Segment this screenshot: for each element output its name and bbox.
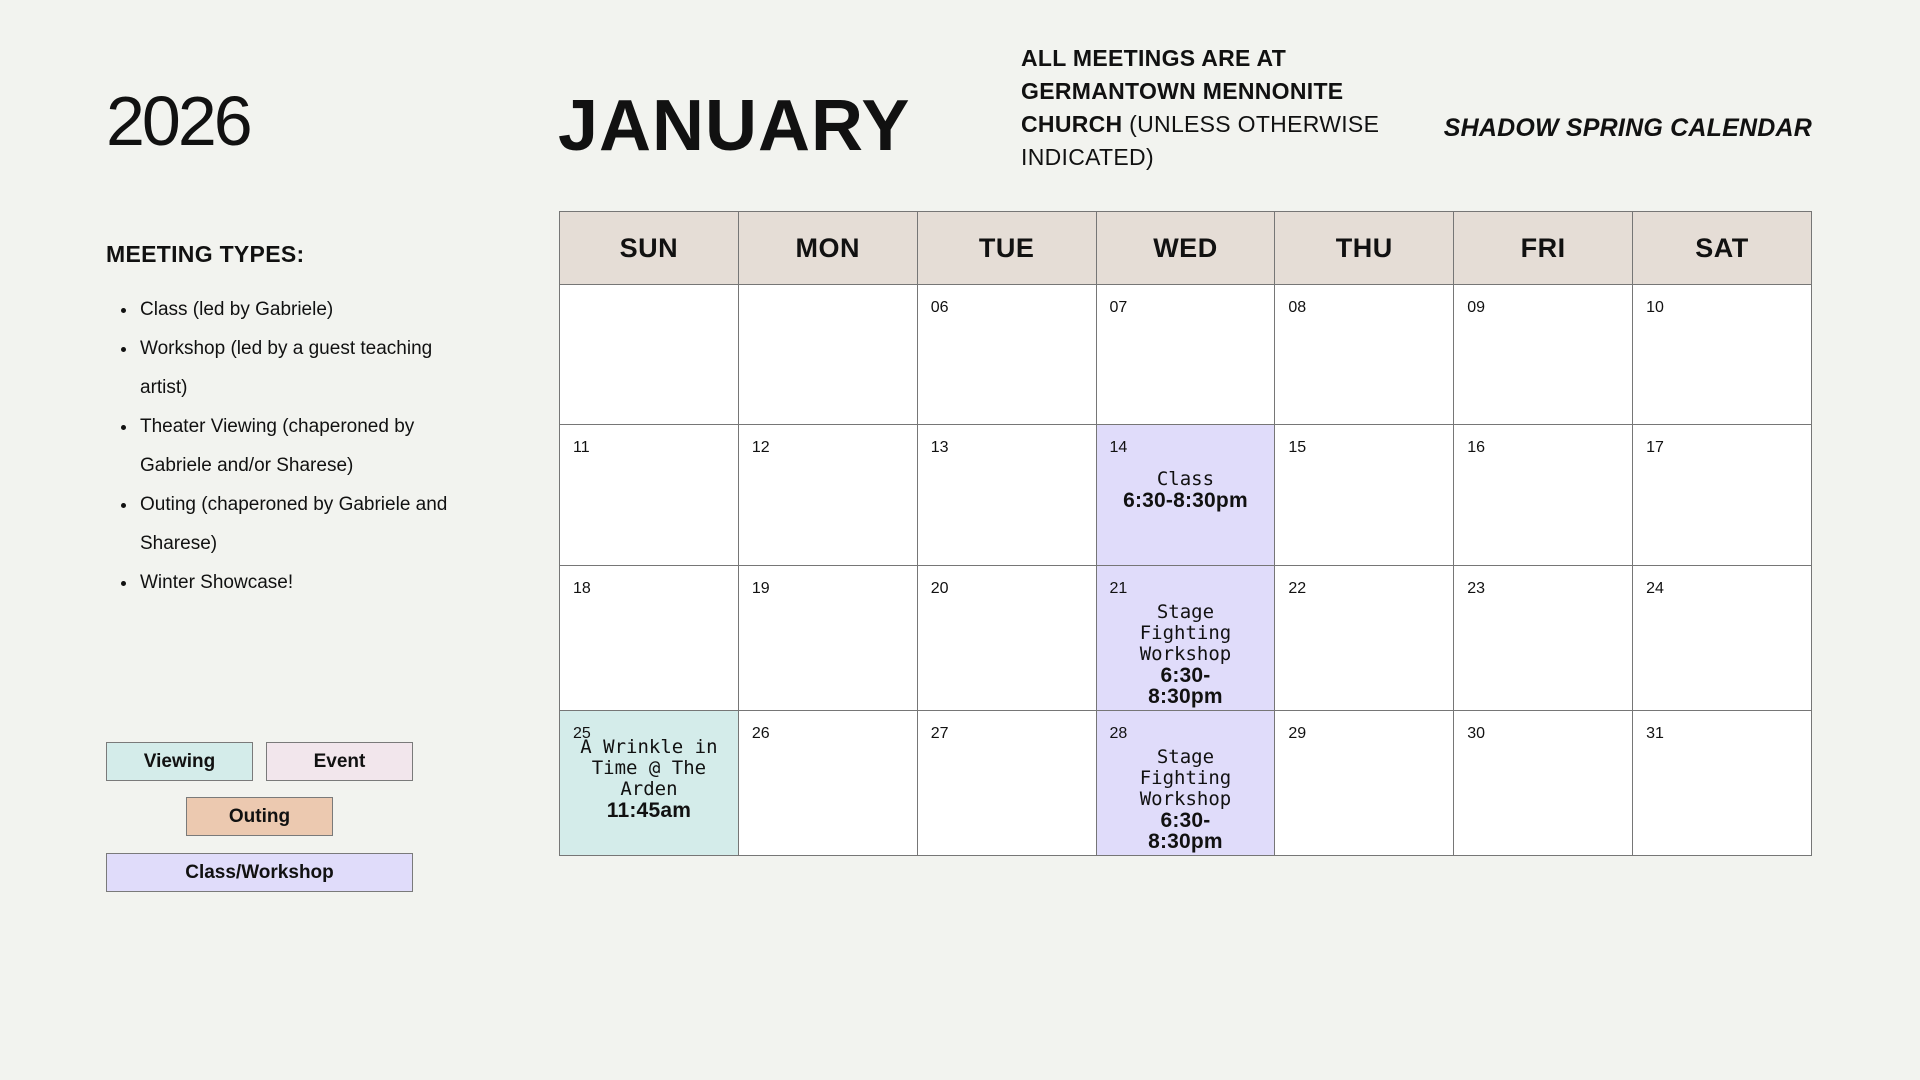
day-cell [917, 285, 1096, 425]
month-heading: JANUARY [558, 86, 911, 166]
weekday-sun: SUN [560, 212, 739, 285]
week-row [560, 285, 1812, 425]
day-number: 07 [1109, 299, 1128, 316]
day-cell [1633, 711, 1812, 856]
year-heading: 2026 [106, 82, 250, 160]
day-cell [1275, 566, 1454, 711]
legend-viewing: Viewing [106, 742, 253, 781]
day-number: 23 [1467, 580, 1486, 597]
meeting-type-item: • Class (led by Gabriele) [138, 290, 478, 329]
day-number: 19 [751, 580, 770, 597]
day-cell [1454, 425, 1633, 566]
day-number: 11 [573, 439, 590, 456]
week-row [560, 566, 1812, 711]
event-time: 6:30-8:30pm [1148, 664, 1223, 708]
day-cell [1096, 425, 1275, 566]
day-number: 26 [751, 725, 770, 742]
day-cell [560, 425, 739, 566]
day-number: 27 [930, 725, 949, 742]
weekday-mon: MON [738, 212, 917, 285]
day-number: 13 [930, 439, 949, 456]
weekday-header-row [560, 212, 1812, 285]
day-cell [738, 285, 917, 425]
day-cell [1275, 285, 1454, 425]
day-number: 29 [1288, 725, 1307, 742]
day-number: 06 [930, 299, 949, 316]
event-time: 6:30-8:30pm [1148, 809, 1223, 853]
event-title: Stage Fighting Workshop [1139, 601, 1232, 665]
day-cell [1096, 566, 1275, 711]
event-title: Class [1156, 468, 1215, 490]
day-number: 22 [1288, 580, 1307, 597]
location-notice-rest: (UNLESS OTHERWISE INDICATED) [1021, 111, 1380, 170]
day-cell [1275, 711, 1454, 856]
legend-event: Event [266, 742, 413, 781]
location-notice-bold: ALL MEETINGS ARE AT GERMANTOWN MENNONITE CHURCH [1021, 45, 1344, 137]
calendar-event[interactable] [1097, 747, 1275, 852]
day-cell [1096, 711, 1275, 856]
event-time: 11:45am [606, 799, 692, 822]
day-cell [1096, 285, 1275, 425]
day-number: 15 [1288, 439, 1307, 456]
day-cell [1454, 711, 1633, 856]
weekday-tue: TUE [917, 212, 1096, 285]
day-number: 31 [1646, 725, 1664, 742]
legend-class-workshop: Class/Workshop [106, 853, 413, 892]
day-cell [1454, 285, 1633, 425]
calendar-brand: SHADOW SPRING CALENDAR [1443, 114, 1812, 142]
day-number: 24 [1646, 580, 1664, 597]
day-cell [917, 711, 1096, 856]
day-cell [917, 425, 1096, 566]
day-cell [738, 566, 917, 711]
week-row [560, 425, 1812, 566]
day-cell [560, 566, 739, 711]
event-title: A Wrinkle in Time @ The Arden [580, 736, 718, 800]
calendar-grid [559, 211, 1812, 856]
meeting-type-item: • Workshop (led by a guest teaching artist) [138, 329, 478, 407]
day-number: 20 [930, 580, 949, 597]
day-number: 21 [1109, 580, 1128, 597]
meeting-type-item: • Theater Viewing (chaperoned by Gabriele and/or Sharese) [138, 407, 478, 485]
day-cell [1633, 285, 1812, 425]
day-cell [560, 711, 739, 856]
day-number: 08 [1288, 299, 1307, 316]
event-time: 6:30-8:30pm [1123, 489, 1248, 512]
weekday-thu: THU [1275, 212, 1454, 285]
day-number: 09 [1467, 299, 1486, 316]
calendar-event[interactable] [1097, 469, 1275, 511]
day-number: 18 [573, 580, 591, 597]
day-number: 28 [1109, 725, 1128, 742]
day-cell [917, 566, 1096, 711]
weekday-sat: SAT [1633, 212, 1812, 285]
day-cell [1633, 425, 1812, 566]
calendar-event[interactable] [560, 737, 738, 821]
day-cell [1633, 566, 1812, 711]
day-number: 30 [1467, 725, 1486, 742]
meeting-types-list [110, 290, 478, 602]
day-number: 17 [1646, 439, 1664, 456]
meeting-type-item: • Outing (chaperoned by Gabriele and Sharese) [138, 485, 478, 563]
day-cell [1275, 425, 1454, 566]
day-number: 14 [1109, 439, 1128, 456]
day-number: 16 [1467, 439, 1486, 456]
legend-outing: Outing [186, 797, 333, 836]
day-number: 10 [1646, 299, 1664, 316]
weekday-wed: WED [1096, 212, 1275, 285]
weekday-fri: FRI [1454, 212, 1633, 285]
calendar-event[interactable] [1097, 602, 1275, 707]
day-cell [560, 285, 739, 425]
event-title: Stage Fighting Workshop [1139, 746, 1232, 810]
day-number: 12 [751, 439, 770, 456]
location-notice [1021, 42, 1401, 174]
day-cell [738, 425, 917, 566]
day-cell [738, 711, 917, 856]
meeting-types-title: MEETING TYPES: [106, 241, 305, 267]
day-number: 25 [573, 725, 591, 742]
week-row [560, 711, 1812, 856]
day-cell [1454, 566, 1633, 711]
meeting-type-item: • Winter Showcase! [138, 563, 478, 602]
